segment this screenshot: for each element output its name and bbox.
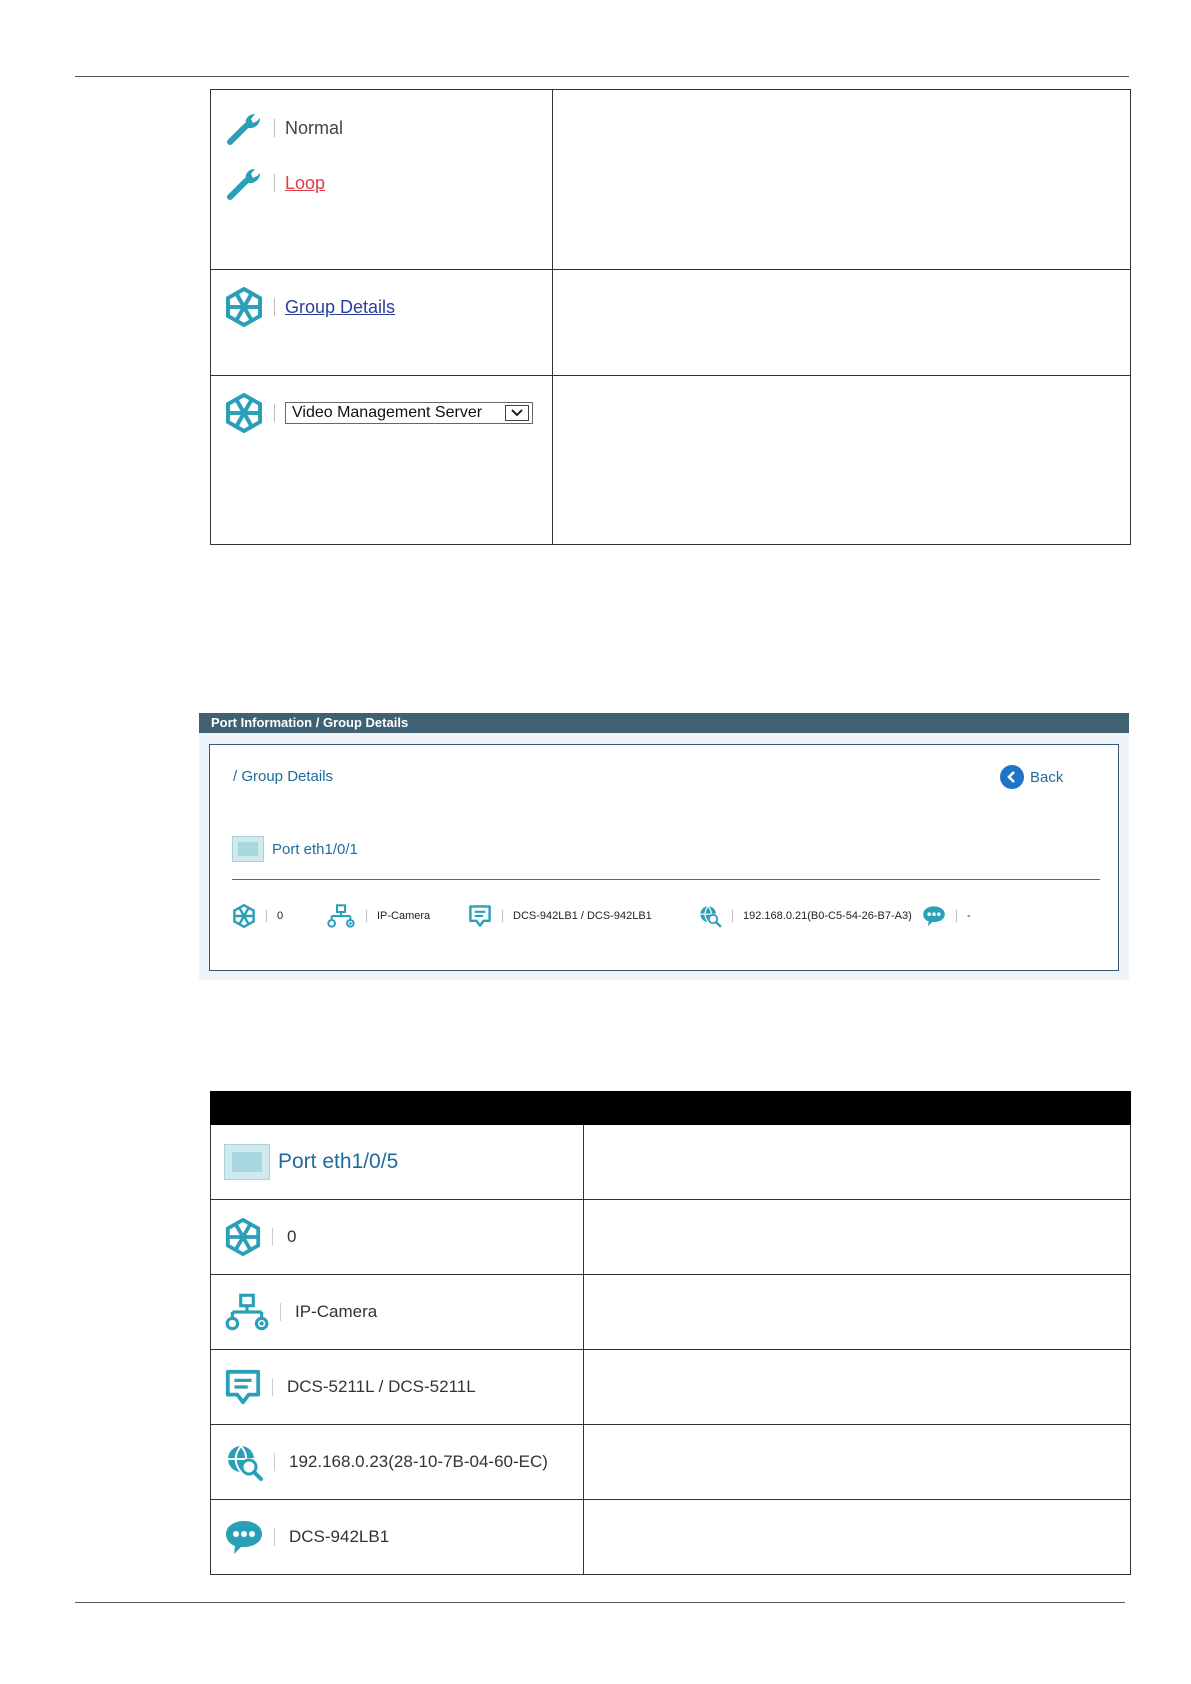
device-type-icon: [326, 904, 356, 928]
comment-icon: [224, 1517, 264, 1557]
ip-search-icon: [698, 904, 722, 928]
wrench-icon: [224, 108, 264, 148]
icon-legend-table: [210, 89, 1131, 545]
model-value: DCS-942LB1 / DCS-942LB1: [513, 910, 652, 922]
server-select-entry: [224, 393, 533, 433]
table-cell: [211, 1200, 584, 1275]
ip-value: 192.168.0.23(28-10-7B-04-60-EC): [289, 1452, 548, 1471]
model-icon: [224, 1368, 262, 1406]
ip-value: 192.168.0.21(B0-C5-54-26-B7-A3): [743, 910, 912, 922]
group-icon: [224, 393, 264, 433]
table-row: [211, 376, 1131, 545]
ip-search-icon: [224, 1442, 264, 1482]
separator: [272, 1378, 273, 1396]
model-value: DCS-5211L / DCS-5211L: [287, 1377, 476, 1396]
table-cell: [584, 1200, 1131, 1275]
chevron-down-icon[interactable]: [505, 405, 529, 421]
port-icon: [224, 1144, 270, 1180]
table-cell: [211, 270, 553, 376]
separator: [274, 119, 275, 137]
table-row: [211, 90, 1131, 270]
device-type-value: IP-Camera: [377, 910, 431, 922]
separator: [956, 910, 957, 922]
group-item: [232, 901, 283, 931]
table-cell: [553, 270, 1131, 376]
port-label: Port eth1/0/1: [272, 840, 358, 858]
port-title: [232, 836, 358, 862]
breadcrumb[interactable]: / Group Details: [233, 768, 334, 785]
table-cell: [553, 90, 1131, 270]
group-icon: [224, 1218, 262, 1256]
back-label: Back: [1030, 768, 1064, 786]
table-row: [211, 1200, 1131, 1275]
separator: [280, 1303, 281, 1321]
divider: [232, 879, 1100, 880]
device-type-value: IP-Camera: [295, 1302, 378, 1321]
table-cell: [584, 1350, 1131, 1425]
device-info-row: [232, 901, 1112, 931]
table-cell: [584, 1500, 1131, 1575]
table-cell: [211, 1275, 584, 1350]
table-row: [211, 1125, 1131, 1200]
group-icon: [232, 904, 256, 928]
table-row: [211, 1275, 1131, 1350]
table-cell: [211, 1500, 584, 1575]
table-cell: [584, 1425, 1131, 1500]
model-item: [468, 901, 652, 931]
group-value: 0: [287, 1227, 297, 1246]
separator: [266, 910, 267, 922]
table-cell: [211, 1125, 584, 1200]
panel-header: Port Information / Group Details: [199, 713, 1129, 733]
panel-content: [209, 744, 1119, 971]
model-icon: [468, 904, 492, 928]
ip-item: [698, 901, 912, 931]
group-details-link[interactable]: Group Details: [285, 296, 396, 317]
separator: [274, 404, 275, 422]
table-header-row: [211, 1092, 1131, 1125]
table-cell: [211, 376, 553, 545]
separator: [502, 910, 503, 922]
table-cell: [211, 1350, 584, 1425]
table-header-cell: [584, 1092, 1131, 1125]
device-type-icon: [224, 1293, 270, 1331]
normal-label: Normal: [285, 117, 344, 138]
separator: [732, 910, 733, 922]
table-cell: [584, 1275, 1131, 1350]
separator: [274, 1453, 275, 1471]
group-details-entry[interactable]: [224, 287, 395, 327]
table-cell: [584, 1125, 1131, 1200]
model-entry: [211, 1368, 583, 1406]
port-title: [224, 1144, 398, 1180]
wrench-icon: [224, 163, 264, 203]
group-icon: [224, 287, 264, 327]
description-item: [922, 901, 971, 931]
table-row: [211, 1425, 1131, 1500]
comment-value: DCS-942LB1: [289, 1527, 390, 1546]
separator: [274, 298, 275, 316]
table-cell: [211, 90, 553, 270]
separator: [274, 1528, 275, 1546]
server-type-select[interactable]: [285, 402, 533, 424]
table-cell: [553, 376, 1131, 545]
table-row: [211, 1500, 1131, 1575]
ip-entry: [211, 1442, 583, 1482]
normal-status: [224, 108, 343, 148]
loop-link[interactable]: Loop: [285, 172, 326, 193]
back-arrow-icon: [1000, 765, 1024, 789]
select-value: Video Management Server: [292, 404, 483, 421]
comment-icon[interactable]: [922, 904, 946, 928]
separator: [366, 910, 367, 922]
separator: [272, 1228, 273, 1246]
footer-rule: [75, 1602, 1125, 1603]
comment-entry: [211, 1517, 583, 1557]
description-value: -: [967, 910, 971, 922]
header-rule: [75, 76, 1129, 77]
field-legend-table: [210, 1091, 1131, 1575]
table-row: [211, 1350, 1131, 1425]
separator: [274, 174, 275, 192]
table-header-cell: [211, 1092, 584, 1125]
device-type-item: [326, 901, 430, 931]
port-entry: [211, 1144, 583, 1180]
table-row: [211, 270, 1131, 376]
group-entry: [211, 1218, 583, 1256]
group-value: 0: [277, 910, 284, 922]
device-type-entry: [211, 1293, 583, 1331]
port-icon: [232, 836, 264, 862]
table-cell: [211, 1425, 584, 1500]
port-information-panel: [199, 713, 1129, 980]
loop-status[interactable]: [224, 163, 325, 203]
port-label: Port eth1/0/5: [278, 1150, 399, 1173]
back-button[interactable]: [1000, 765, 1063, 789]
